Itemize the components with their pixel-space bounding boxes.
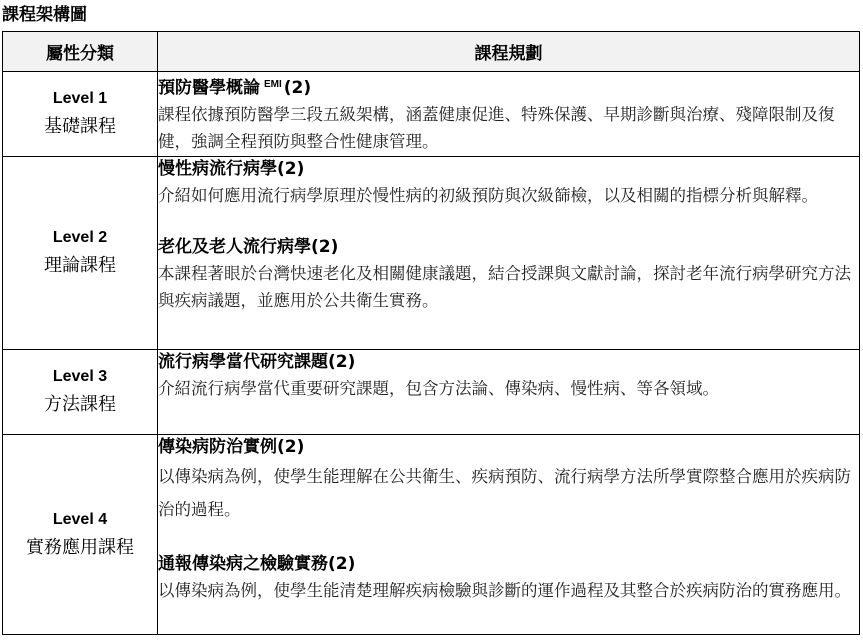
course-description: 本課程著眼於台灣快速老化及相關健康議題，結合授課與文獻討論，探討老年流行病學研究方法與疾病議題，並應用於公共衛生實務。 bbox=[158, 264, 851, 310]
table-row bbox=[3, 350, 860, 435]
plan-cell bbox=[158, 72, 860, 157]
course-title bbox=[158, 157, 859, 182]
plan-cell bbox=[158, 435, 860, 635]
level-name: 理論課程 bbox=[44, 255, 116, 276]
course-block bbox=[158, 350, 859, 402]
course-block bbox=[158, 72, 859, 155]
table-row bbox=[3, 72, 860, 157]
table-header-row bbox=[3, 32, 860, 72]
course-block bbox=[158, 235, 859, 314]
level-label: Level 4 bbox=[52, 510, 108, 528]
course-credits: (2) bbox=[277, 159, 305, 179]
document-title: 課程架構圖 bbox=[2, 5, 87, 25]
course-description: 以傳染病為例，使學生能理解在公共衛生、疾病預防、流行病學方法所學實際整合應用於疾病防治的過程。 bbox=[158, 467, 851, 519]
level-label: Level 1 bbox=[52, 90, 108, 107]
course-title bbox=[158, 235, 859, 260]
level-cell bbox=[3, 72, 158, 157]
plan-cell bbox=[158, 157, 860, 350]
course-description: 課程依據預防醫學三段五級架構，涵蓋健康促進、特殊保護、早期診斷與治療、殘障限制及復健，強調全程預防與整合性健康管理。 bbox=[158, 105, 835, 151]
course-credits: (2) bbox=[283, 78, 312, 98]
course-credits: (2) bbox=[328, 352, 356, 372]
course-credits: (2) bbox=[328, 554, 356, 574]
course-description: 介紹如何應用流行病學原理於慢性病的初級預防與次級篩檢，以及相關的指標分析與解釋。 bbox=[158, 186, 818, 205]
course-name: 慢性病流行病學 bbox=[158, 159, 277, 179]
course-block bbox=[158, 552, 859, 604]
table-row bbox=[3, 435, 860, 635]
level-label: Level 2 bbox=[52, 229, 108, 246]
course-description: 介紹流行病學當代重要研究課題，包含方法論、傳染病、慢性病、等各領域。 bbox=[158, 379, 719, 398]
level-name: 方法課程 bbox=[44, 394, 116, 415]
level-name: 實務應用課程 bbox=[26, 536, 134, 558]
header-category: 屬性分類 bbox=[3, 32, 158, 72]
level-cell bbox=[3, 350, 158, 435]
plan-cell bbox=[158, 350, 860, 435]
course-name: 流行病學當代研究課題 bbox=[158, 352, 328, 372]
course-credits: (2) bbox=[277, 437, 305, 457]
course-title bbox=[158, 72, 859, 101]
emi-tag: EMI bbox=[264, 79, 282, 90]
curriculum-table bbox=[2, 31, 860, 635]
course-name: 預防醫學概論 bbox=[158, 78, 260, 98]
course-title bbox=[158, 552, 859, 577]
course-block bbox=[158, 435, 859, 526]
course-name: 通報傳染病之檢驗實務 bbox=[158, 554, 328, 574]
level-cell bbox=[3, 435, 158, 635]
course-block bbox=[158, 157, 859, 209]
header-plan: 課程規劃 bbox=[158, 32, 860, 72]
table-row bbox=[3, 157, 860, 350]
course-name: 老化及老人流行病學 bbox=[158, 237, 311, 257]
course-name: 傳染病防治實例 bbox=[158, 437, 277, 457]
course-title bbox=[158, 350, 859, 375]
level-name: 基礎課程 bbox=[44, 116, 116, 137]
course-credits: (2) bbox=[311, 237, 339, 257]
level-cell bbox=[3, 157, 158, 350]
level-label: Level 3 bbox=[52, 368, 108, 385]
course-title bbox=[158, 435, 859, 460]
course-description: 以傳染病為例，使學生能清楚理解疾病檢驗與診斷的運作過程及其整合於疾病防治的實務應用。 bbox=[158, 581, 851, 600]
